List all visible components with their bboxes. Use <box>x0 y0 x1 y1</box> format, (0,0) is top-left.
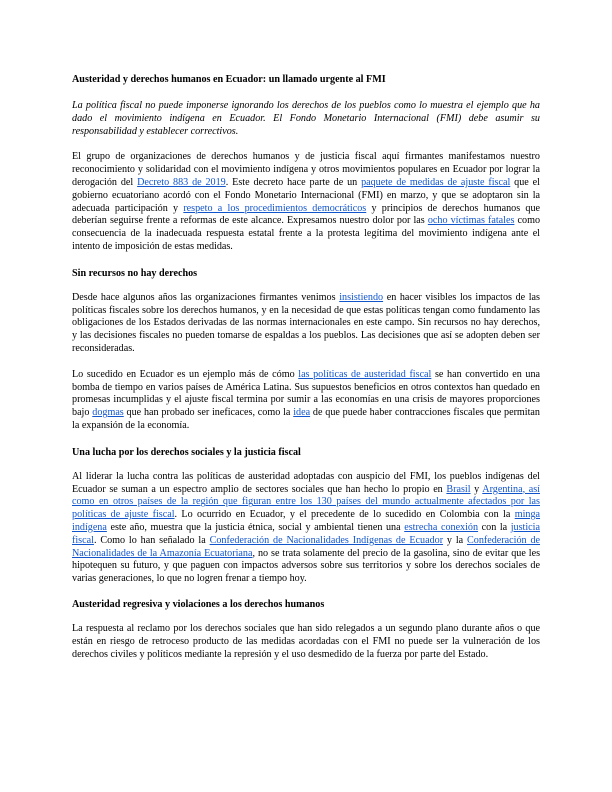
link-decreto-883[interactable]: Decreto 883 de 2019 <box>137 176 226 188</box>
text: y principios de derechos humanos que deberían seguirse frente a reformas de este alcance. Expresamos nuestro dolor por las <box>72 202 540 227</box>
paragraph-intro <box>72 151 540 253</box>
text: y <box>470 483 483 495</box>
text: El grupo de organizaciones de derechos humanos y de justicia fiscal aquí firmantes manifestamos nuestro reconocimiento y solidaridad con el movimiento indígena y otros movimientos populares en Ecuador por lograr la derogación del <box>72 151 540 188</box>
text: que el gobierno ecuatoriano acordó con el Fondo Monetario Internacional (FMI) en marzo, y que se adoptaron sin la adecuada participación y <box>72 176 540 214</box>
link-confeniae[interactable]: Confederación de Nacionalidades de la Amazonía Ecuatoriana <box>72 534 541 559</box>
text: . Lo ocurrido en Ecuador, y el precedente de lo sucedido en Colombia con la <box>174 509 515 521</box>
text: Lo sucedido en Ecuador es un ejemplo más de cómo <box>72 368 299 380</box>
lede-paragraph: La política fiscal no puede imponerse ignorando los derechos de los pueblos como lo muestra el ejemplo que ha dado el movimiento indígena en Ecuador. El Fondo Monetario Internacional (FMI) debe asumir su responsabilidad y establecer correctivos. <box>72 100 540 137</box>
link-dogmas[interactable]: dogmas <box>92 407 124 419</box>
text: se han convertido en una bomba de tiempo en varios países de América Latina. Sus supuestos beneficios en otros contextos han quedado en promesas incumplidas y el ajuste fiscal termina por sumir a las economías en una crisis de mayores proporciones bajo <box>72 368 540 419</box>
heading-lucha: Una lucha por los derechos sociales y la justicia fiscal <box>72 446 301 458</box>
link-brasil[interactable]: Brasil <box>446 483 471 495</box>
text: este año, muestra que la justicia étnica, social y ambiental tienen una <box>106 521 405 533</box>
text: Al liderar la lucha contra las políticas de austeridad adoptadas con auspicio del FMI, los pueblos indígenas del Ecuador se suman a un espectro amplio de sectores sociales que han hecho lo propio en <box>72 470 540 495</box>
link-argentina-130-paises[interactable]: Argentina, así como en otros países de la región que figuran entre los 130 países del mundo actualmente afectados por las políticas de ajuste fiscal <box>72 483 540 521</box>
text: . Como lo han señalado la <box>93 534 210 546</box>
paragraph-sin-recursos <box>72 292 540 356</box>
text: . Este decreto hace parte de un <box>225 176 362 188</box>
heading-sin-recursos: Sin recursos no hay derechos <box>72 267 198 279</box>
text: que han probado ser ineficaces, como la <box>123 407 294 419</box>
link-conaie[interactable]: Confederación de Nacionalidades Indígenas de Ecuador <box>209 534 444 546</box>
link-insistiendo[interactable]: insistiendo <box>339 291 384 303</box>
link-justicia-fiscal[interactable]: justicia fiscal <box>72 521 540 546</box>
link-procedimientos-democraticos[interactable]: respeto a los procedimientos democráticos <box>183 202 367 214</box>
link-paquete-ajuste-fiscal[interactable]: paquete de medidas de ajuste fiscal <box>361 176 511 188</box>
paragraph-austeridad-regresiva: La respuesta al reclamo por los derechos sociales que han sido relegados a un segundo plano durante años o que están en riesgo de retroceso producto de las medidas acordadas con el FMI no puede ser la vulneración de los derechos civiles y políticos mediante la represión y el uso desmedido de la fuerza por parte del Estado. <box>72 622 540 660</box>
link-idea[interactable]: idea <box>293 407 311 419</box>
text: Desde hace algunos años las organizaciones firmantes venimos <box>72 291 340 303</box>
document-title: Austeridad y derechos humanos en Ecuador: un llamado urgente al FMI <box>72 74 386 85</box>
text: de que puede haber contracciones fiscales que permitan la expansión de la economía. <box>72 407 540 431</box>
text: como consecuencia de la inadecuada respuesta estatal frente a la protesta legítima del movimiento indígena ante el intento de imposición de estas medidas. <box>72 215 541 252</box>
paragraph-lucha <box>72 471 540 586</box>
link-politicas-austeridad[interactable]: las políticas de austeridad fiscal <box>298 368 432 380</box>
text: , no se trata solamente del precio de la gasolina, sino de evitar que les hipotequen su futuro, y que paguen con impactos adversos sobre sus territorios y sobre los derechos sociales de varias generaciones, lo que no logren frenar a tiempo hoy. <box>72 547 541 585</box>
link-estrecha-conexion[interactable]: estrecha conexión <box>404 521 479 533</box>
paragraph-ecuador-ejemplo <box>72 369 540 433</box>
text: en hacer visibles los impactos de las políticas fiscales sobre los derechos humanos, y en la necesidad de que estas políticas tengan como fundamento las obligaciones de los Estados derivadas de las normas internacionales en este campo. Sin recursos no hay derechos, y las decisiones fiscales no pueden tomarse de espaldas a los pueblos. Las decisiones que así se adopten deben ser reconsideradas. <box>72 291 540 354</box>
document-page <box>72 73 540 674</box>
link-minga-indigena[interactable]: minga indígena <box>72 509 541 533</box>
text: con la <box>478 521 511 533</box>
link-victimas-fatales[interactable]: ocho víctimas fatales <box>427 215 515 227</box>
text: y la <box>443 534 467 546</box>
heading-austeridad-regresiva: Austeridad regresiva y violaciones a los derechos humanos <box>72 598 325 610</box>
